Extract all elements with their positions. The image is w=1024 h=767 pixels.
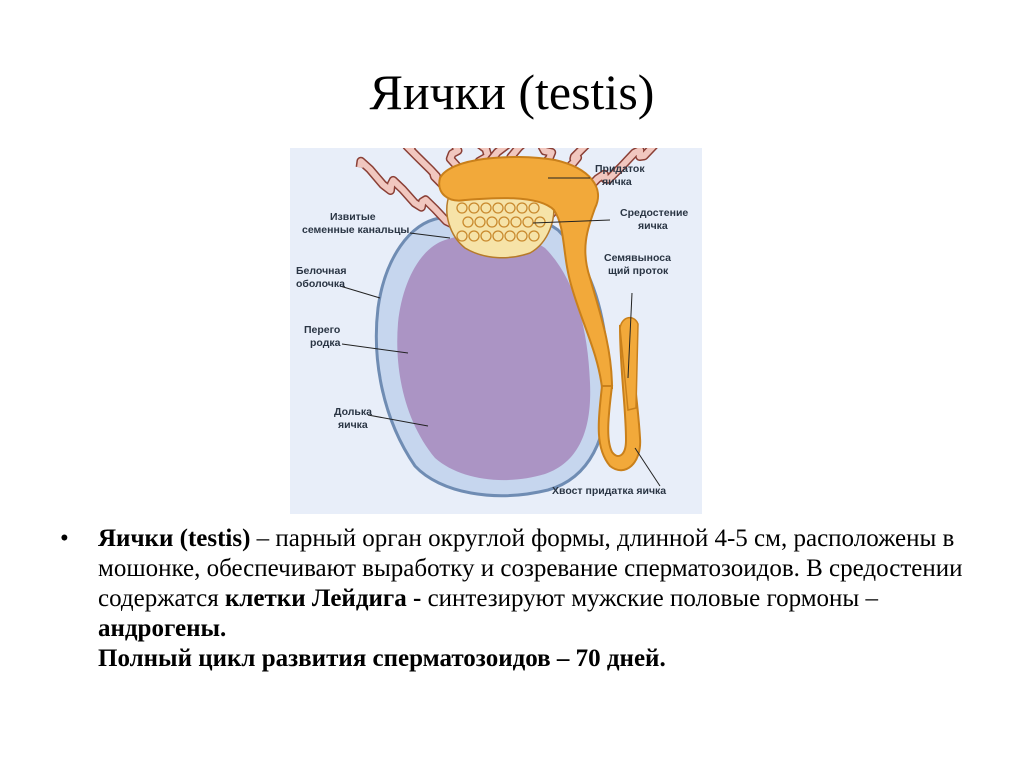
label-tunica-albuginea: Белочная оболочка <box>296 265 347 290</box>
bullet-text-1: – парный орган округлой формы, длинной 4-5 см, расположены в мошонке, обеспечивают выработку и созревание сперматозоидов. В средостении содержатся <box>98 525 963 612</box>
bullet-bold-cycle: Полный цикл развития сперматозоидов – 70 дней. <box>98 645 666 672</box>
label-convoluted-tubules: Извитые семенные канальцы <box>302 211 410 236</box>
label-epididymis: Придаток яичка <box>595 163 645 188</box>
bullet-term: Яички (testis) <box>98 525 251 552</box>
testis-diagram <box>290 148 702 514</box>
bullet-bold-androgens: андрогены. <box>98 615 227 642</box>
label-epididymis-tail: Хвост придатка яичка <box>552 485 667 497</box>
bullet-bold-leydig: клетки Лейдига - <box>225 585 422 612</box>
bullet-item <box>98 524 978 674</box>
lobule-region-shape <box>397 233 590 480</box>
label-lobule: Долька яичка <box>334 406 372 431</box>
label-vas-deferens: Семявыноса щий проток <box>604 252 672 277</box>
label-septa: Перего родка <box>304 324 341 349</box>
label-mediastinum: Средостение яичка <box>620 207 689 232</box>
bullet-marker: • <box>60 525 69 552</box>
bullet-text-2: синтезируют мужские половые гормоны – <box>421 585 878 612</box>
slide-title: Яички (testis) <box>369 64 655 120</box>
